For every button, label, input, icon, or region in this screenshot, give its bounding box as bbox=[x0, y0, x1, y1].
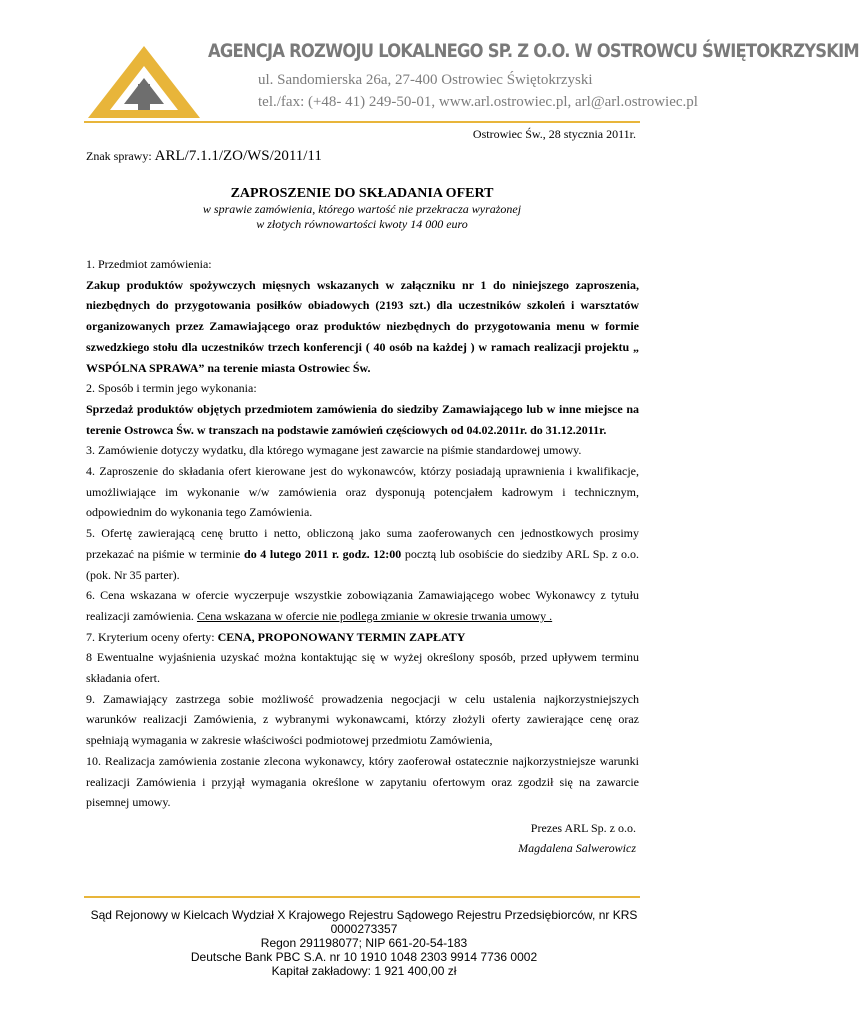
section-6-price-note: Cena wskazana w ofercie nie podlega zmianie w okresie trwania umowy . bbox=[196, 608, 553, 623]
signatory-name: Magdalena Salwerowicz bbox=[518, 841, 636, 855]
section-5-deadline: do 4 lutego 2011 r. godz. 12:00 bbox=[244, 546, 402, 561]
section-9: 9. Zamawiający zastrzega sobie możliwość prowadzenia negocjacji w celu ustalenia najkorzystniejszych warunków realizacji Zamówienia, z wybranymi wykonawcami, którzy złożyli oferty zawierające cenę oraz spełniają wymagania w zakresie właściwości podmiotowej przedmiotu Zamówienia, bbox=[86, 691, 639, 748]
section-2-text: Sprzedaż produktów objętych przedmiotem zamówienia do siedziby Zamawiającego lub w inne miejsce na terenie Ostrowca Św. w transzach na podstawie zamówień częściowych od 04.02.2011r. do 31.12.2011r. bbox=[86, 401, 639, 437]
document-date: Ostrowiec Św., 28 stycznia 2011r. bbox=[472, 127, 636, 141]
organization-address: ul. Sandomierska 26a, 27-400 Ostrowiec Świętokrzyski bbox=[258, 72, 593, 88]
subtitle-line-2: w złotych równowartości kwoty 14 000 euro bbox=[256, 217, 468, 231]
section-6 bbox=[86, 585, 639, 626]
section-10: 10. Realizacja zamówienia zostanie zlecona wykonawcy, który zaoferował ostatecznie najkorzystniejsze warunki realizacji Zamówienia i przyjął wymagania określone w zapytaniu ofertowym oraz zgodził się na zawarcie pisemnej umowy. bbox=[86, 753, 639, 810]
document-footer bbox=[66, 908, 662, 978]
section-7-criteria: CENA, PROPONOWANY TERMIN ZAPŁATY bbox=[217, 629, 466, 644]
signatory-role: Prezes ARL Sp. z o.o. bbox=[530, 821, 636, 835]
case-reference bbox=[86, 148, 322, 165]
case-label: Znak sprawy: bbox=[86, 149, 155, 163]
signature-block bbox=[518, 818, 636, 858]
footer-bank: Deutsche Bank PBC S.A. nr 10 1910 1048 2303 9914 7736 0002 bbox=[190, 950, 538, 964]
section-7-label: 7. Kryterium oceny oferty: bbox=[86, 629, 218, 644]
section-5-intro: 5. Ofertę zawierającą cenę brutto i netto, obliczoną jako suma zaoferowanych cen jednostkowych prosimy przekazać na piśmie w terminie bbox=[86, 526, 639, 561]
section-1-text: Zakup produktów spożywczych mięsnych wskazanych w załączniku nr 1 do niniejszego zaproszenia, niezbędnych do przygotowania posiłków obiadowych (2193 szt.) dla uczestników szkoleń i warsztatów organizowanych przez Zamawiającego oraz produktów niezbędnych do przygotowania menu w formie szwedzkiego stołu dla uczestników trzech konferencji ( 40 osób na każdej ) w ramach realizacji projektu „ WSPÓLNA SPRAWA” na terenie miasta Ostrowiec Św. bbox=[86, 277, 639, 375]
section-2-label: 2. Sposób i termin jego wykonania: bbox=[86, 381, 257, 396]
section-3: 3. Zamówienie dotyczy wydatku, dla którego wymagane jest zawarcie na piśmie standardowej umowy. bbox=[86, 443, 582, 458]
document-body bbox=[86, 254, 639, 813]
section-4: 4. Zaproszenie do składania ofert kierowane jest do wykonawców, którzy posiadają uprawnienia i kwalifikacje, umożliwiające im wykonanie w/w zamówienia oraz dysponują potencjałem kadrowym i technicznym, odpowiednim do wykonania tego Zamówienia. bbox=[86, 464, 639, 520]
footer-divider bbox=[84, 896, 640, 898]
header-divider bbox=[84, 121, 640, 123]
section-7 bbox=[86, 627, 639, 648]
organization-contact: tel./fax: (+48- 41) 249-50-01, www.arl.ostrowiec.pl, arl@arl.ostrowiec.pl bbox=[258, 94, 698, 110]
footer-regon-nip: Regon 291198077; NIP 661-20-54-183 bbox=[260, 936, 468, 950]
document-subtitle bbox=[84, 202, 640, 232]
section-6-text: 6. Cena wskazana w ofercie wyczerpuje wszystkie zobowiązania Zamawiającego wobec Wykonawcy z tytułu realizacji zamówienia. bbox=[86, 588, 639, 623]
section-8: 8 Ewentualne wyjaśnienia uzyskać można kontaktując się w wyżej określony sposób, przed upływem terminu składania ofert. bbox=[86, 650, 639, 686]
case-number: ARL/7.1.1/ZO/WS/2011/11 bbox=[154, 148, 322, 164]
footer-capital: Kapitał zakładowy: 1 921 400,00 zł bbox=[271, 964, 457, 978]
footer-registry: Sąd Rejonowy w Kielcach Wydział X Krajowego Rejestru Sądowego Rejestru Przedsiębiorców, nr KRS 0000273357 bbox=[90, 908, 638, 936]
arl-logo-icon bbox=[86, 44, 202, 120]
section-5-delivery: pocztą lub osobiście do siedziby ARL Sp. z o.o. (pok. Nr 35 parter). bbox=[86, 546, 640, 582]
organization-name: AGENCJA ROZWOJU LOKALNEGO SP. Z O.O. W OSTROWCU ŚWIĘTOKRZYSKIM bbox=[208, 40, 859, 62]
subtitle-line-1: w sprawie zamówienia, którego wartość nie przekracza wyrażonej bbox=[202, 202, 522, 216]
section-1-label: 1. Przedmiot zamówienia: bbox=[86, 257, 212, 271]
document-title: ZAPROSZENIE DO SKŁADANIA OFERT bbox=[230, 186, 494, 201]
section-5 bbox=[86, 523, 639, 585]
